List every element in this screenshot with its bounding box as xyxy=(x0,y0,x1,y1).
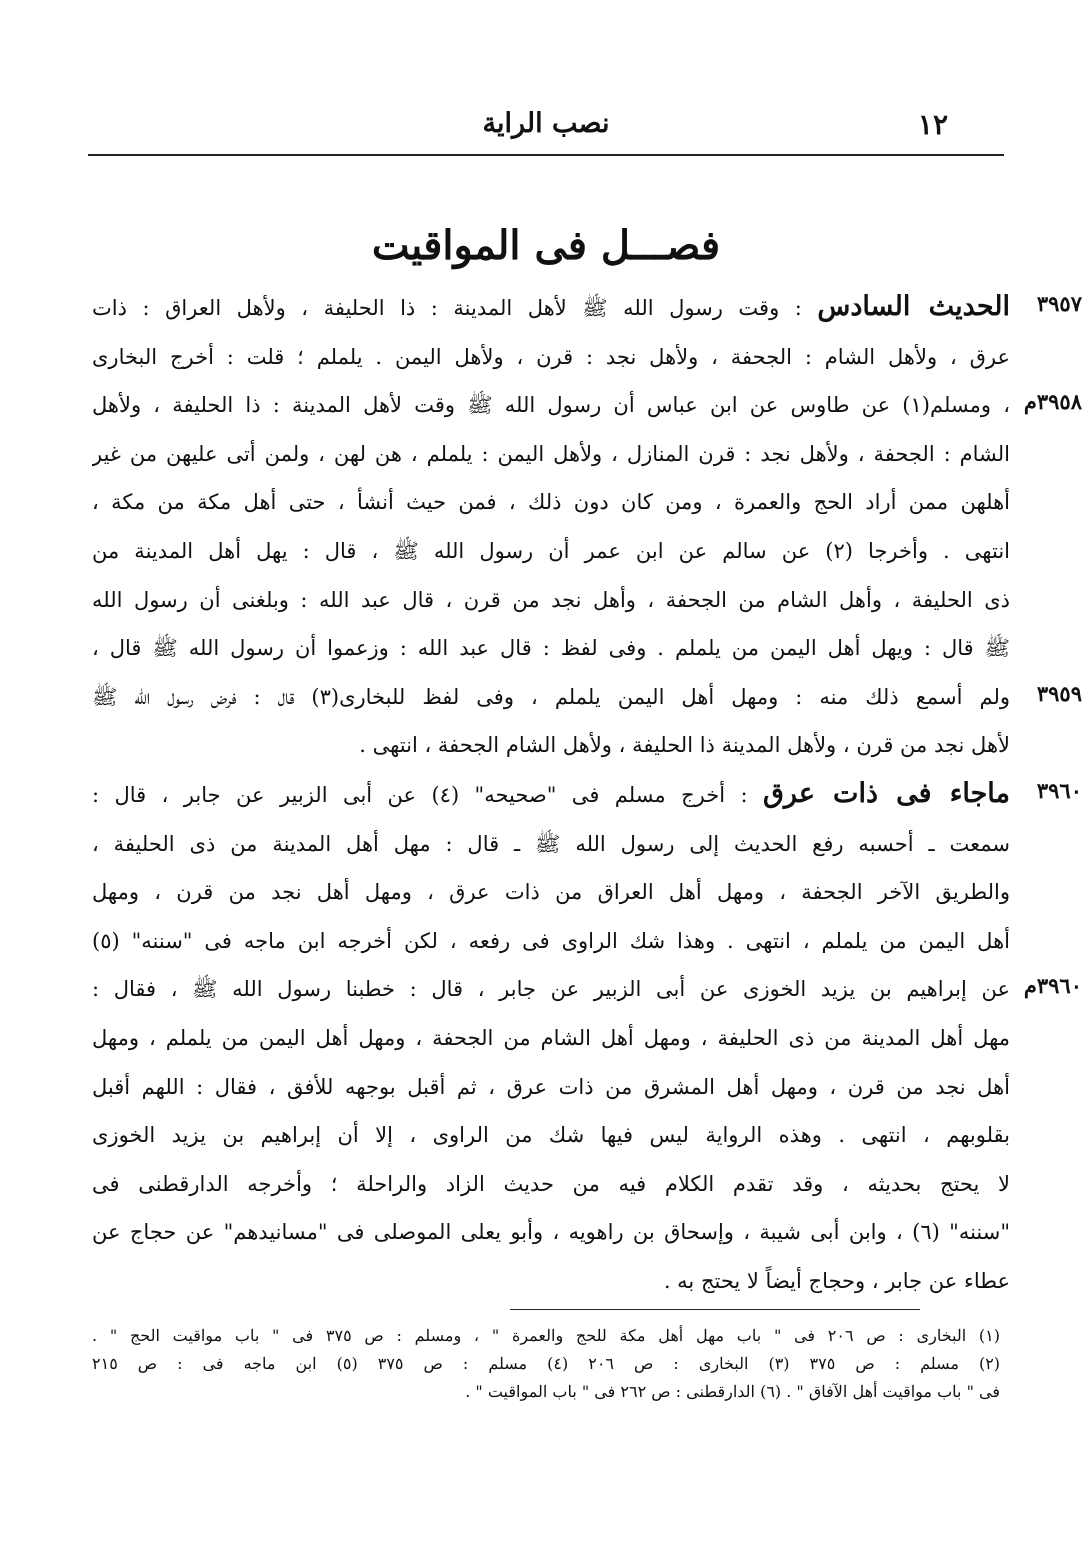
hadith-entry xyxy=(92,770,1082,965)
text-line: بقلوبهم ، انتهى . وهذه الرواية ليس فيها شك من الراوى ، إلا أن إبراهيم بن يزيد الخوزى xyxy=(92,1123,1010,1148)
entry-number: ٣٩٥٨م xyxy=(1023,389,1082,415)
text-line: عطاء عن جابر ، وحجاج أيضاً لا يحتج به . xyxy=(663,1268,1010,1293)
text-line: لا يحتج بحديثه ، وقد تقدم الكلام فيه من حديث الزاد والراحلة ؛ وأخرجه الدارقطنى فى xyxy=(92,1171,1010,1196)
text-line: لأهل نجد من قرن ، ولأهل المدينة ذا الحليفة ، ولأهل الشام الجحفة ، انتهى . xyxy=(359,733,1010,758)
running-header xyxy=(88,108,1004,152)
text-line: ذى الحليفة ، وأهل الشام من الجحفة ، وأهل نجد من قرن ، قال عبد الله : وبلغنى أن رسول الله xyxy=(92,587,1010,612)
text-line: سمعت ـ أحسبه رفع الحديث إلى رسول الله ﷺ ـ قال : مهل أهل المدينة من ذى الحليفة ، xyxy=(92,831,1010,856)
footnote-line: (٢) مسلم : ص ٣٧٥ (٣) البخارى : ص ٢٠٦ (٤) مسلم : ص ٣٧٥ (٥) ابن ماجه فى : ص ٢١٥ xyxy=(92,1354,1000,1373)
main-text xyxy=(92,283,1082,1305)
running-title: نصب الراية xyxy=(482,108,610,139)
entry-heading: الحديث السادس xyxy=(817,291,1010,322)
text-line: عرق ، ولأهل الشام : الجحفة ، ولأهل نجد : قرن ، ولأهل اليمن . يلملم ؛ قلت : أخرج البخارى xyxy=(92,344,1010,369)
footnotes xyxy=(92,1322,1000,1406)
text-line: عن إبراهيم بن يزيد الخوزى عن أبى الزبير عن جابر ، قال : خطبنا رسول الله ﷺ ، فقال : xyxy=(92,977,1010,1002)
text-line: انتهى . وأخرجا (٢) عن سالم عن ابن عمر أن رسول الله ﷺ ، قال : يهل أهل المدينة من xyxy=(92,538,1010,563)
entry-number: ٣٩٥٧ xyxy=(1036,291,1082,316)
hadith-entry xyxy=(92,965,1082,1305)
hadith-entry xyxy=(92,381,1082,673)
text-line: أهل اليمن من يلملم ، انتهى . وهذا شك الراوى فى رفعه ، لكن أخرجه ابن ماجه فى "سننه" (٥) xyxy=(92,928,1010,953)
footnote-line: (١) البخارى : ص ٢٠٦ فى " باب مهل أهل مكة للحج والعمرة " ، ومسلم : ص ٣٧٥ فى " باب مواقيت الحج " . xyxy=(92,1326,1000,1345)
footnote-rule xyxy=(510,1309,920,1310)
text-line: ولم أسمع ذلك منه : ومهل أهل اليمن يلملم ، وفى لفظ للبخارى(٣) قال : فرض رسول الله ﷺ xyxy=(92,684,1010,709)
entry-number: ٣٩٦٠م xyxy=(1023,973,1082,999)
text-line: أهل نجد من قرن ، ومهل أهل المشرق من ذات عرق ، ثم أقبل بوجهه للأفق ، فقال : اللهم أقبل xyxy=(92,1074,1010,1099)
text-line: ، ومسلم(١) عن طاوس عن ابن عباس أن رسول الله ﷺ وقت لأهل المدينة : ذا الحليفة ، ولأهل xyxy=(92,393,1010,418)
entry-number: ٣٩٦٠ xyxy=(1036,777,1082,803)
entry-heading: ماجاء فى ذات عرق xyxy=(762,777,1010,809)
text-line: الشام : الجحفة ، ولأهل نجد : قرن المنازل ، ولأهل اليمن : يلملم ، هن لهن ، ولمن أتى عليهن من غير xyxy=(92,441,1010,466)
hadith-entry xyxy=(92,673,1082,770)
page-number: ١٢ xyxy=(917,108,948,141)
text-line: "سننه" (٦) ، وابن أبى شيبة ، وإسحاق بن راهويه ، وأبو يعلى الموصلى فى "مسانيدهم" عن حجاج عن xyxy=(92,1220,1010,1245)
text-line: ماجاء فى ذات عرق : أخرج مسلم فى "صحيحه" (٤) عن أبى الزبير عن جابر ، قال : xyxy=(92,777,1010,809)
entry-number: ٣٩٥٩ xyxy=(1036,680,1082,706)
text-line: والطريق الآخر الجحفة ، ومهل أهل العراق من ذات عرق ، ومهل أهل نجد من قرن ، ومهل xyxy=(92,880,1010,905)
text-line: أهلهن ممن أراد الحج والعمرة ، ومن كان دون ذلك ، فمن حيث أنشأ ، حتى أهل مكة من مكة ، xyxy=(92,490,1010,515)
text-line: الحديث السادس : وقت رسول الله ﷺ لأهل المدينة : ذا الحليفة ، ولأهل العراق : ذات xyxy=(92,291,1010,322)
header-rule xyxy=(88,154,1004,156)
text-line: مهل أهل المدينة من ذى الحليفة ، ومهل أهل الشام من الجحفة ، ومهل أهل اليمن من يلملم ، ومهل xyxy=(92,1025,1010,1050)
text-line: ﷺ قال : ويهل أهل اليمن من يلملم . وفى لفظ : قال عبد الله : وزعموا أن رسول الله ﷺ قال ، xyxy=(92,636,1010,661)
section-title: فصـــل فى المواقيت xyxy=(371,222,721,269)
hadith-entry xyxy=(92,283,1082,381)
footnote-line: فى " باب مواقيت أهل الآفاق " . (٦) الدارقطنى : ص ٢٦٢ فى " باب المواقيت " . xyxy=(465,1382,1000,1401)
